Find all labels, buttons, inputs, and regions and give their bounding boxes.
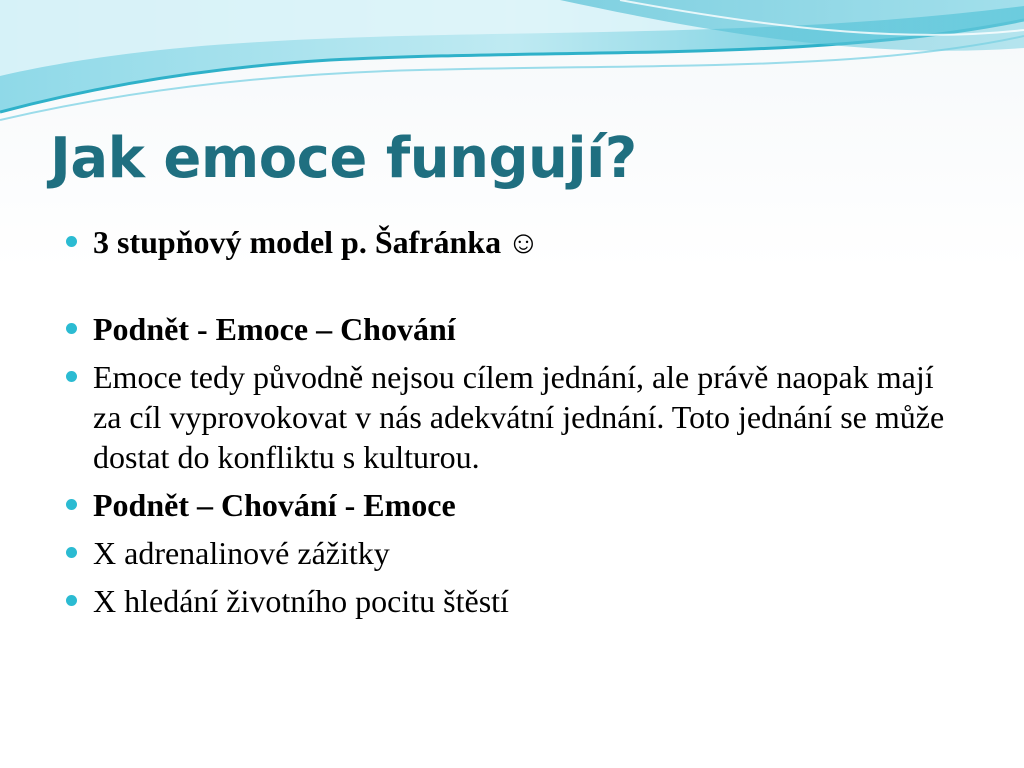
- bullet-list: [66, 222, 966, 629]
- bullet-dot-icon: [66, 371, 77, 382]
- bullet-dot-icon: [66, 547, 77, 558]
- bullet-text: X adrenalinové zážitky: [93, 535, 390, 571]
- bullet-item: [66, 222, 966, 262]
- bullet-text: X hledání životního pocitu štěstí: [93, 583, 509, 619]
- bullet-item: [66, 533, 966, 573]
- bullet-text: Emoce tedy původně nejsou cílem jednání, ale právě naopak mají za cíl vyprovokovat v nás adekvátní jednání. Toto jednání se může dostat do konfliktu s kulturou.: [93, 359, 945, 475]
- bullet-item: [66, 309, 966, 349]
- bullet-dot-icon: [66, 323, 77, 334]
- bullet-text: Podnět - Emoce – Chování: [93, 311, 456, 347]
- bullet-text: Podnět – Chování - Emoce: [93, 487, 456, 523]
- header-wave-decoration: [0, 0, 1024, 130]
- smiley-icon: ☺: [507, 224, 540, 260]
- bullet-item: [66, 357, 966, 477]
- bullet-dot-icon: [66, 236, 77, 247]
- bullet-dot-icon: [66, 499, 77, 510]
- bullet-dot-icon: [66, 595, 77, 606]
- slide-title: Jak emoce fungují?: [50, 126, 637, 191]
- bullet-item: [66, 485, 966, 525]
- bullet-item: [66, 581, 966, 621]
- bullet-text: 3 stupňový model p. Šafránka: [93, 224, 502, 260]
